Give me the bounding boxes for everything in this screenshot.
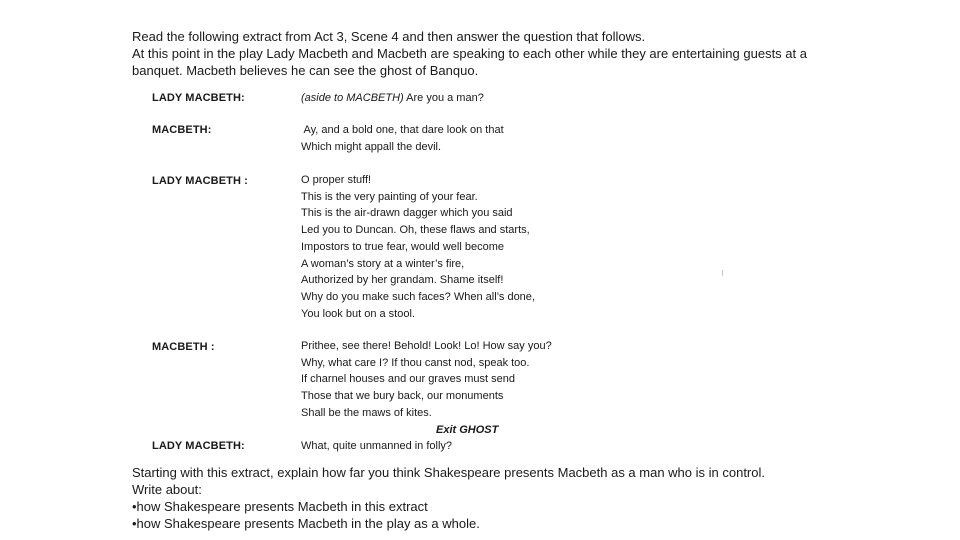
speech-line: Prithee, see there! Behold! Look! Lo! How say you?: [301, 340, 552, 352]
speech-line: [301, 90, 484, 107]
speech-line: You look but on a stool.: [301, 307, 415, 320]
speech-line: Authorized by her grandam. Shame itself!: [301, 274, 504, 287]
speaker-label: MACBETH:: [152, 124, 212, 136]
intro-line: Read the following extract from Act 3, Scene 4 and then answer the question that follows.: [132, 29, 646, 44]
question-line: Starting with this extract, explain how far you think Shakespeare presents Macbeth as a man who is in control.: [132, 465, 765, 480]
speech-block: [301, 90, 484, 107]
speech-block: [301, 172, 535, 322]
speech-block: [301, 438, 452, 455]
speech-line: Impostors to true fear, would well become: [301, 240, 504, 253]
question-line: Write about:: [132, 482, 202, 497]
speaker-label: LADY MACBETH:: [152, 440, 245, 452]
speaker-label: LADY MACBETH :: [152, 175, 248, 187]
speech-line: This is the very painting of your fear.: [301, 190, 478, 203]
speech-line: This is the air-drawn dagger which you said: [301, 207, 513, 220]
speech-line: If charnel houses and our graves must send: [301, 373, 516, 386]
speech-line: What, quite unmanned in folly?: [301, 440, 453, 452]
speech-line: O proper stuff!: [301, 174, 372, 186]
question-bullet: •how Shakespeare presents Macbeth in this extract: [132, 499, 428, 514]
stage-direction: Exit GHOST: [436, 423, 499, 436]
speech-line: A woman’s story at a winter’s fire,: [301, 257, 465, 270]
speech-line: Led you to Duncan. Oh, these flaws and starts,: [301, 224, 530, 237]
aside-direction: (aside to MACBETH): [301, 92, 404, 104]
speaker-label: LADY MACBETH:: [152, 92, 245, 104]
speech-block: [301, 122, 504, 155]
speech-line: Those that we bury back, our monuments: [301, 390, 504, 403]
exam-question: [132, 464, 932, 532]
speech-line: Ay, and a bold one, that dare look on that: [301, 124, 504, 136]
speech-block: [301, 338, 552, 438]
speech-line: Why do you make such faces? When all’s done,: [301, 290, 535, 303]
question-bullet: •how Shakespeare presents Macbeth in the play as a whole.: [132, 516, 480, 531]
stray-mark: [722, 270, 723, 276]
speech-line: Why, what care I? If thou canst nod, speak too.: [301, 356, 530, 369]
speaker-label: MACBETH :: [152, 341, 215, 353]
speech-text: Are you a man?: [406, 92, 484, 104]
intro-line: At this point in the play Lady Macbeth and Macbeth are speaking to each other while they are entertaining guests at a: [132, 46, 807, 61]
speech-line: Shall be the maws of kites.: [301, 406, 432, 419]
intro-line: banquet. Macbeth believes he can see the ghost of Banquo.: [132, 63, 479, 78]
speech-line: Which might appall the devil.: [301, 140, 442, 153]
intro-instructions: [132, 28, 932, 79]
